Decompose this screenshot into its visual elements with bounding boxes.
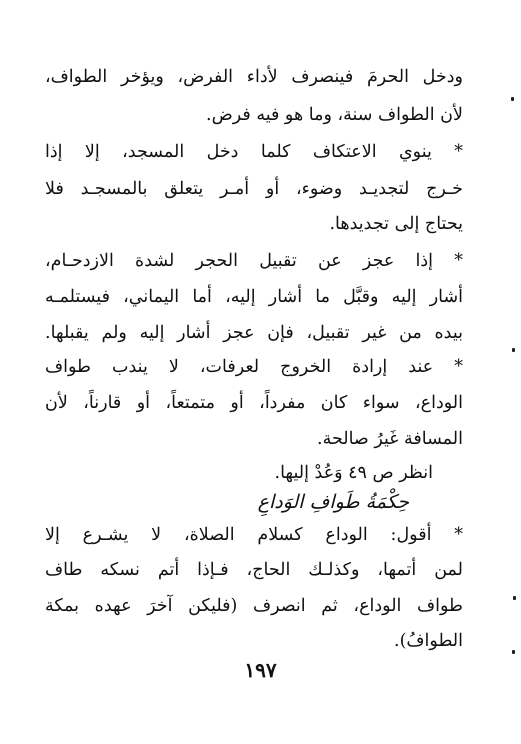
text-line: ودخل الحرمَ فينصرف لأداء الفرض، ويؤخر الطواف، <box>45 67 463 87</box>
text-line: أشار إليه وقبَّل ما أشار إليه، أما اليماني، فيستلمـه <box>45 287 463 307</box>
text-line: * إذا عجز عن تقبيل الحجر لشدة الازدحـام، <box>45 251 463 271</box>
text-line: لأن الطواف سنة، وما هو فيه فرض. <box>206 105 463 125</box>
text-line: انظر ص ٤٩ وَعُدْ إليها. <box>274 463 433 483</box>
text-line: * ينوي الاعتكاف كلما دخل المسجد، إلا إذا <box>45 142 463 162</box>
text-line: بيده من غير تقبيل، فإن عجز أشار إليه ولم يقبلها. <box>45 323 463 343</box>
text-line: الطوافُ). <box>394 631 463 651</box>
text-line: * عند إرادة الخروج لعرفات، لا يندب طواف <box>45 357 463 377</box>
text-line: * أقول: الوداع كسلام الصلاة، لا يشـرع إلا <box>45 525 463 545</box>
text-line: لمن أتمها، وكذلـك الحاج، فـإذا أتم نسكه طاف <box>45 560 463 580</box>
text-line: خـرج لتجديـد وضوء، أو أمـر يتعلق بالمسجـد فلا <box>45 179 463 199</box>
scan-speck <box>512 348 515 352</box>
text-line: يحتاج إلى تجديدها. <box>329 214 463 234</box>
text-line: الوداع، سواء كان مفرداً، أو متمتعاً، أو قارناً، لأن <box>45 393 463 413</box>
text-line: طواف الوداع، ثم انصرف (فليكن آخرَ عهده بمكة <box>45 596 463 616</box>
scan-speck <box>513 596 516 600</box>
page-number: ١٩٧ <box>244 658 277 682</box>
scan-speck <box>511 97 514 101</box>
scan-speck <box>512 650 515 654</box>
text-line: المسافة غَيرُ صالحة. <box>317 429 463 449</box>
section-heading: حِكْمَةُ طَوافِ الوَداعِ <box>257 491 409 513</box>
